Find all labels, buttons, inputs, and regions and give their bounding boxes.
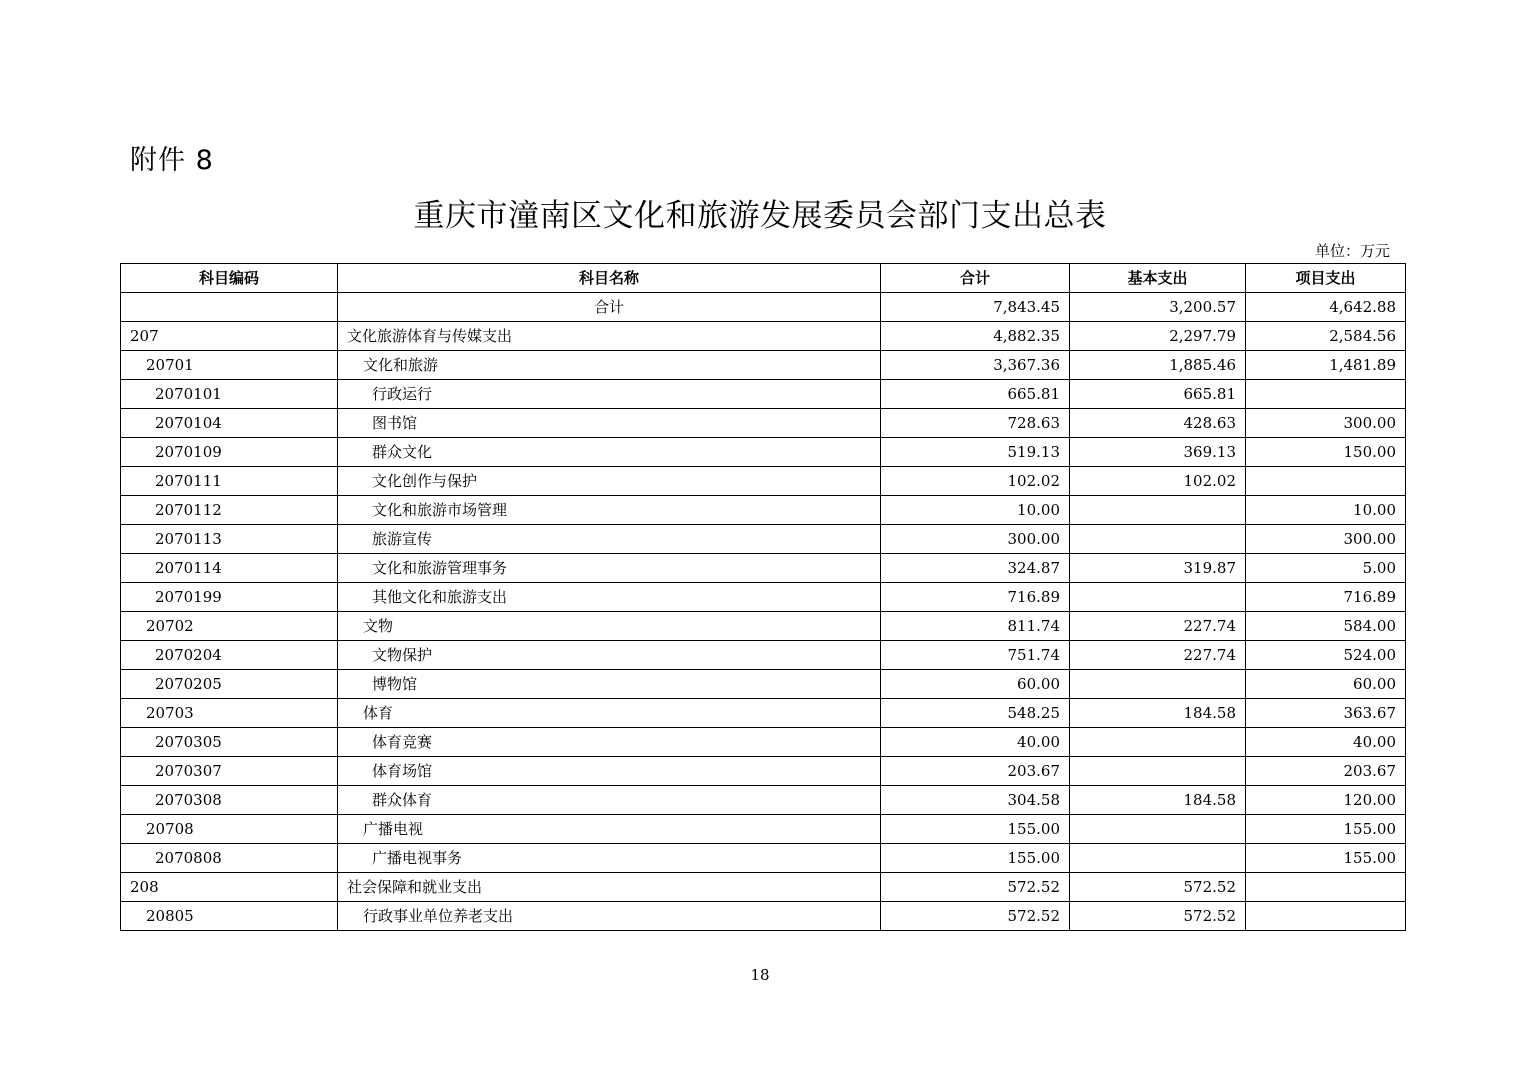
basic-cell: 428.63	[1070, 409, 1246, 438]
total-name-cell: 合计	[338, 293, 881, 322]
basic-cell: 184.58	[1070, 699, 1246, 728]
project-cell: 1,481.89	[1246, 351, 1406, 380]
name-cell: 文化和旅游市场管理	[338, 496, 881, 525]
total-cell: 728.63	[881, 409, 1070, 438]
table-row	[121, 873, 1406, 902]
total-cell: 102.02	[881, 467, 1070, 496]
name-cell: 体育	[338, 699, 881, 728]
basic-cell: 319.87	[1070, 554, 1246, 583]
total-project-cell: 4,642.88	[1246, 293, 1406, 322]
header-basic: 基本支出	[1070, 264, 1246, 293]
code-cell: 2070101	[121, 380, 338, 409]
table-row	[121, 554, 1406, 583]
project-cell: 524.00	[1246, 641, 1406, 670]
table-header-row	[121, 264, 1406, 293]
total-cell: 811.74	[881, 612, 1070, 641]
header-project: 项目支出	[1246, 264, 1406, 293]
total-cell: 155.00	[881, 844, 1070, 873]
name-cell: 文化旅游体育与传媒支出	[338, 322, 881, 351]
project-cell: 584.00	[1246, 612, 1406, 641]
table-row	[121, 380, 1406, 409]
code-cell: 2070104	[121, 409, 338, 438]
basic-cell: 1,885.46	[1070, 351, 1246, 380]
project-cell: 150.00	[1246, 438, 1406, 467]
name-cell: 文物	[338, 612, 881, 641]
total-cell: 572.52	[881, 902, 1070, 931]
code-cell: 2070109	[121, 438, 338, 467]
table-row	[121, 467, 1406, 496]
code-cell: 207	[121, 322, 338, 351]
code-cell: 20703	[121, 699, 338, 728]
code-cell: 2070308	[121, 786, 338, 815]
name-cell: 旅游宣传	[338, 525, 881, 554]
basic-cell: 102.02	[1070, 467, 1246, 496]
page-number: 18	[750, 966, 770, 984]
name-cell: 体育场馆	[338, 757, 881, 786]
name-cell: 行政运行	[338, 380, 881, 409]
total-cell: 572.52	[881, 873, 1070, 902]
code-cell: 20702	[121, 612, 338, 641]
total-cell: 203.67	[881, 757, 1070, 786]
name-cell: 其他文化和旅游支出	[338, 583, 881, 612]
page-title: 重庆市潼南区文化和旅游发展委员会部门支出总表	[413, 198, 1107, 234]
basic-cell	[1070, 728, 1246, 757]
project-cell: 155.00	[1246, 815, 1406, 844]
basic-cell: 572.52	[1070, 902, 1246, 931]
basic-cell	[1070, 815, 1246, 844]
project-cell: 5.00	[1246, 554, 1406, 583]
header-code: 科目编码	[121, 264, 338, 293]
project-cell: 2,584.56	[1246, 322, 1406, 351]
name-cell: 广播电视事务	[338, 844, 881, 873]
total-cell: 155.00	[881, 815, 1070, 844]
code-cell: 20805	[121, 902, 338, 931]
total-total-cell: 7,843.45	[881, 293, 1070, 322]
name-cell: 文化和旅游	[338, 351, 881, 380]
project-cell: 300.00	[1246, 409, 1406, 438]
basic-cell	[1070, 525, 1246, 554]
basic-cell: 369.13	[1070, 438, 1246, 467]
name-cell: 群众体育	[338, 786, 881, 815]
table-row	[121, 409, 1406, 438]
project-cell: 120.00	[1246, 786, 1406, 815]
basic-cell: 665.81	[1070, 380, 1246, 409]
project-cell	[1246, 467, 1406, 496]
project-cell	[1246, 873, 1406, 902]
name-cell: 博物馆	[338, 670, 881, 699]
expenditure-table	[120, 263, 1406, 931]
basic-cell: 227.74	[1070, 641, 1246, 670]
total-cell: 60.00	[881, 670, 1070, 699]
total-cell: 10.00	[881, 496, 1070, 525]
basic-cell	[1070, 670, 1246, 699]
basic-cell: 572.52	[1070, 873, 1246, 902]
project-cell: 155.00	[1246, 844, 1406, 873]
project-cell: 10.00	[1246, 496, 1406, 525]
basic-cell	[1070, 844, 1246, 873]
code-cell: 2070205	[121, 670, 338, 699]
total-cell: 665.81	[881, 380, 1070, 409]
total-cell: 716.89	[881, 583, 1070, 612]
total-cell: 548.25	[881, 699, 1070, 728]
code-cell: 208	[121, 873, 338, 902]
table-row	[121, 612, 1406, 641]
basic-cell: 2,297.79	[1070, 322, 1246, 351]
project-cell: 300.00	[1246, 525, 1406, 554]
name-cell: 文化和旅游管理事务	[338, 554, 881, 583]
project-cell	[1246, 380, 1406, 409]
table-row	[121, 670, 1406, 699]
total-cell: 40.00	[881, 728, 1070, 757]
total-basic-cell: 3,200.57	[1070, 293, 1246, 322]
table-row	[121, 583, 1406, 612]
name-cell: 图书馆	[338, 409, 881, 438]
total-cell: 3,367.36	[881, 351, 1070, 380]
total-row	[121, 293, 1406, 322]
total-cell: 300.00	[881, 525, 1070, 554]
table-row	[121, 786, 1406, 815]
total-cell: 751.74	[881, 641, 1070, 670]
table-row	[121, 699, 1406, 728]
table-row	[121, 844, 1406, 873]
table-row	[121, 641, 1406, 670]
basic-cell	[1070, 757, 1246, 786]
code-cell: 2070204	[121, 641, 338, 670]
project-cell: 716.89	[1246, 583, 1406, 612]
project-cell: 40.00	[1246, 728, 1406, 757]
total-cell: 304.58	[881, 786, 1070, 815]
project-cell: 60.00	[1246, 670, 1406, 699]
unit-label: 单位：万元	[1314, 242, 1390, 260]
table-row	[121, 728, 1406, 757]
code-cell: 2070114	[121, 554, 338, 583]
project-cell: 203.67	[1246, 757, 1406, 786]
total-cell: 4,882.35	[881, 322, 1070, 351]
project-cell	[1246, 902, 1406, 931]
code-cell: 20708	[121, 815, 338, 844]
code-cell: 2070199	[121, 583, 338, 612]
total-cell: 324.87	[881, 554, 1070, 583]
code-cell: 2070305	[121, 728, 338, 757]
basic-cell: 227.74	[1070, 612, 1246, 641]
total-code-cell	[121, 293, 338, 322]
name-cell: 文化创作与保护	[338, 467, 881, 496]
table-row	[121, 525, 1406, 554]
table-row	[121, 496, 1406, 525]
table-row	[121, 757, 1406, 786]
table-row	[121, 815, 1406, 844]
name-cell: 社会保障和就业支出	[338, 873, 881, 902]
basic-cell	[1070, 496, 1246, 525]
code-cell: 2070113	[121, 525, 338, 554]
header-total: 合计	[881, 264, 1070, 293]
code-cell: 20701	[121, 351, 338, 380]
basic-cell: 184.58	[1070, 786, 1246, 815]
code-cell: 2070307	[121, 757, 338, 786]
code-cell: 2070111	[121, 467, 338, 496]
name-cell: 群众文化	[338, 438, 881, 467]
table-row	[121, 351, 1406, 380]
project-cell: 363.67	[1246, 699, 1406, 728]
code-cell: 2070112	[121, 496, 338, 525]
code-cell: 2070808	[121, 844, 338, 873]
header-name: 科目名称	[338, 264, 881, 293]
name-cell: 行政事业单位养老支出	[338, 902, 881, 931]
name-cell: 文物保护	[338, 641, 881, 670]
name-cell: 体育竞赛	[338, 728, 881, 757]
table-row	[121, 902, 1406, 931]
table-row	[121, 438, 1406, 467]
total-cell: 519.13	[881, 438, 1070, 467]
basic-cell	[1070, 583, 1246, 612]
attachment-label: 附件 8	[130, 145, 214, 176]
table-row	[121, 322, 1406, 351]
name-cell: 广播电视	[338, 815, 881, 844]
